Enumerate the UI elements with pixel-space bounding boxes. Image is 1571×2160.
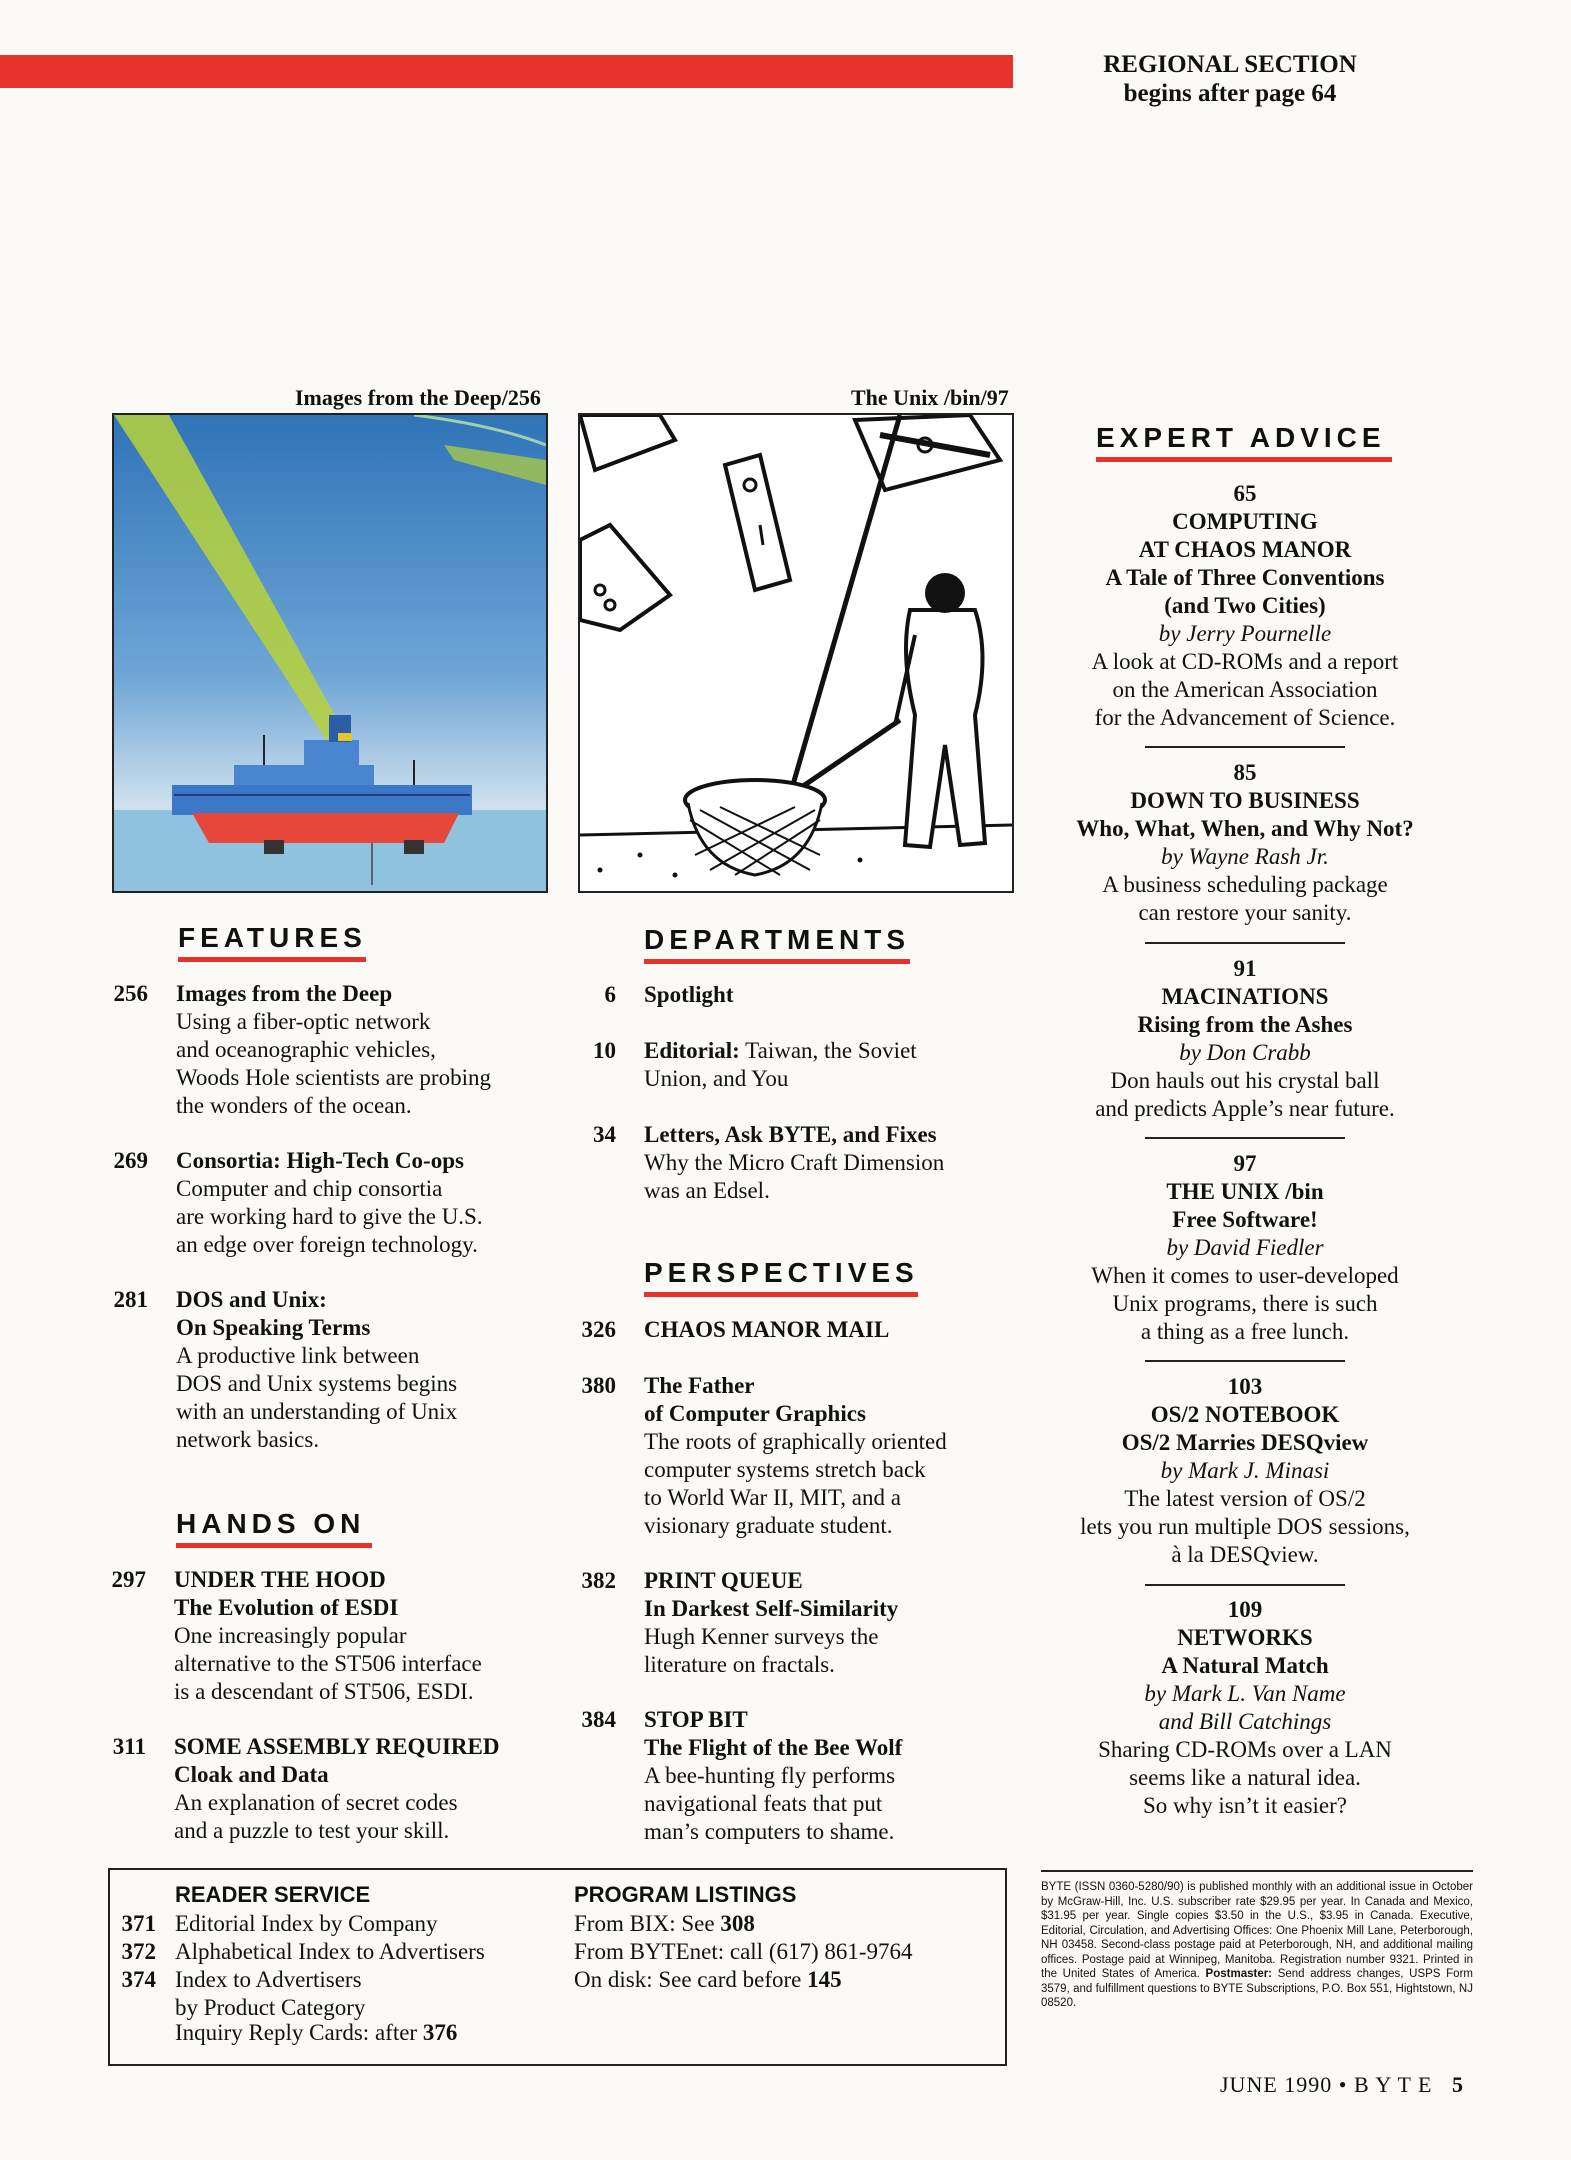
perspectives-rule [644,1292,918,1297]
hands-on-heading: HANDS ON [176,1508,366,1539]
expert-entry-65: 65 COMPUTING AT CHAOS MANOR A Tale of Three Conventions (and Two Cities) by Jerry Pournelle A look at CD-ROMs and a report on the American Association for the Advancement of Science. [1091,481,1399,730]
caption-images-from-the-deep: Images from the Deep/256 [295,385,541,410]
fine-print-rule [1041,1870,1473,1872]
expert-entry-91: 91 MACINATIONS Rising from the Ashes by Don Crabb Don hauls out his crystal ball and predicts Apple’s near future. [1095,956,1395,1121]
inquiry-reply-cards: Inquiry Reply Cards: after 376 [175,2020,458,2045]
hands-on-rule [176,1543,372,1548]
page-number: 5 [1452,2072,1464,2097]
publication-fine-print: BYTE (ISSN 0360-5280/90) is published monthly with an additional issue in October by McGraw-Hill, Inc. U.S. subscriber rate $29.95 per year. In Canada and Mexico, $31.95 per year. Single copies $3.50 in the U.S., $3.95 in Canada. Executive, Editorial, Circulation, and Advertising Offices: One Phoenix Mill Lane, Peterborough, NH 03458. Second-class postage paid at Peterborough, NH, and additional mailing offices. Postage paid at Winnipeg, Manitoba. Registration number 9321. Printed in the United States of America. Postmaster: Send address changes, USPS Form 3579, and fulfillment questions to BYTE Subscriptions, P.O. Box 551, Hightstown, NJ 08520. [1041,1881,1473,2009]
expert-divider [1145,746,1345,748]
expert-divider [1145,1584,1345,1586]
program-listings-heading: PROGRAM LISTINGS [574,1882,797,1907]
departments-heading: DEPARTMENTS [644,924,911,955]
expert-divider [1145,942,1345,944]
reader-service-box: READER SERVICE 371 Editorial Index by Company 372 Alphabetical Index to Advertisers 374 Index to Advertisers by Product Category Inquiry Reply Cards: after 376 PROGRAM LISTINGS From BIX: See 308 From BYTEnet: call (617) 861-9764 On disk: See card before 145 [108,1868,1007,2066]
unix-scientist-net-illustration [578,413,1014,893]
features-heading: FEATURES [178,922,367,953]
regional-section-note: REGIONAL SECTION begins after page 64 [1103,51,1357,107]
caption-unix-bin: The Unix /bin/97 [851,385,1009,410]
departments-rule [644,959,910,964]
expert-entry-103: 103 OS/2 NOTEBOOK OS/2 Marries DESQview by Mark J. Minasi The latest version of OS/2 lets you run multiple DOS sessions, à la DESQview. [1080,1374,1410,1567]
expert-entry-97: 97 THE UNIX /bin Free Software! by David Fiedler When it comes to user-developed Unix programs, there is such a thing as a free lunch. [1091,1151,1399,1344]
expert-advice-rule [1096,457,1392,462]
expert-entry-109: 109 NETWORKS A Natural Match by Mark L. Van Name and Bill Catchings Sharing CD-ROMs over a LAN seems like a natural idea. So why isn’t it easier? [1098,1597,1392,1818]
expert-divider [1145,1137,1345,1139]
expert-divider [1145,1360,1345,1362]
expert-entry-85: 85 DOWN TO BUSINESS Who, What, When, and Why Not? by Wayne Rash Jr. A business scheduling package can restore your sanity. [1076,760,1414,925]
program-listings-bix: From BIX: See 308 [574,1911,755,1936]
reader-service-heading: READER SERVICE [175,1882,371,1907]
features-rule [178,957,366,962]
red-header-bar [0,55,1013,88]
expert-advice-heading: EXPERT ADVICE [1096,422,1386,453]
program-listings-disk: On disk: See card before 145 [574,1967,842,1992]
page-footer: JUNE 1990 • B Y T E 5 [1220,2072,1464,2097]
program-listings-bytenet: From BYTEnet: call (617) 861-9764 [574,1939,913,1964]
perspectives-heading: PERSPECTIVES [644,1257,919,1288]
research-ship-illustration [112,413,548,893]
